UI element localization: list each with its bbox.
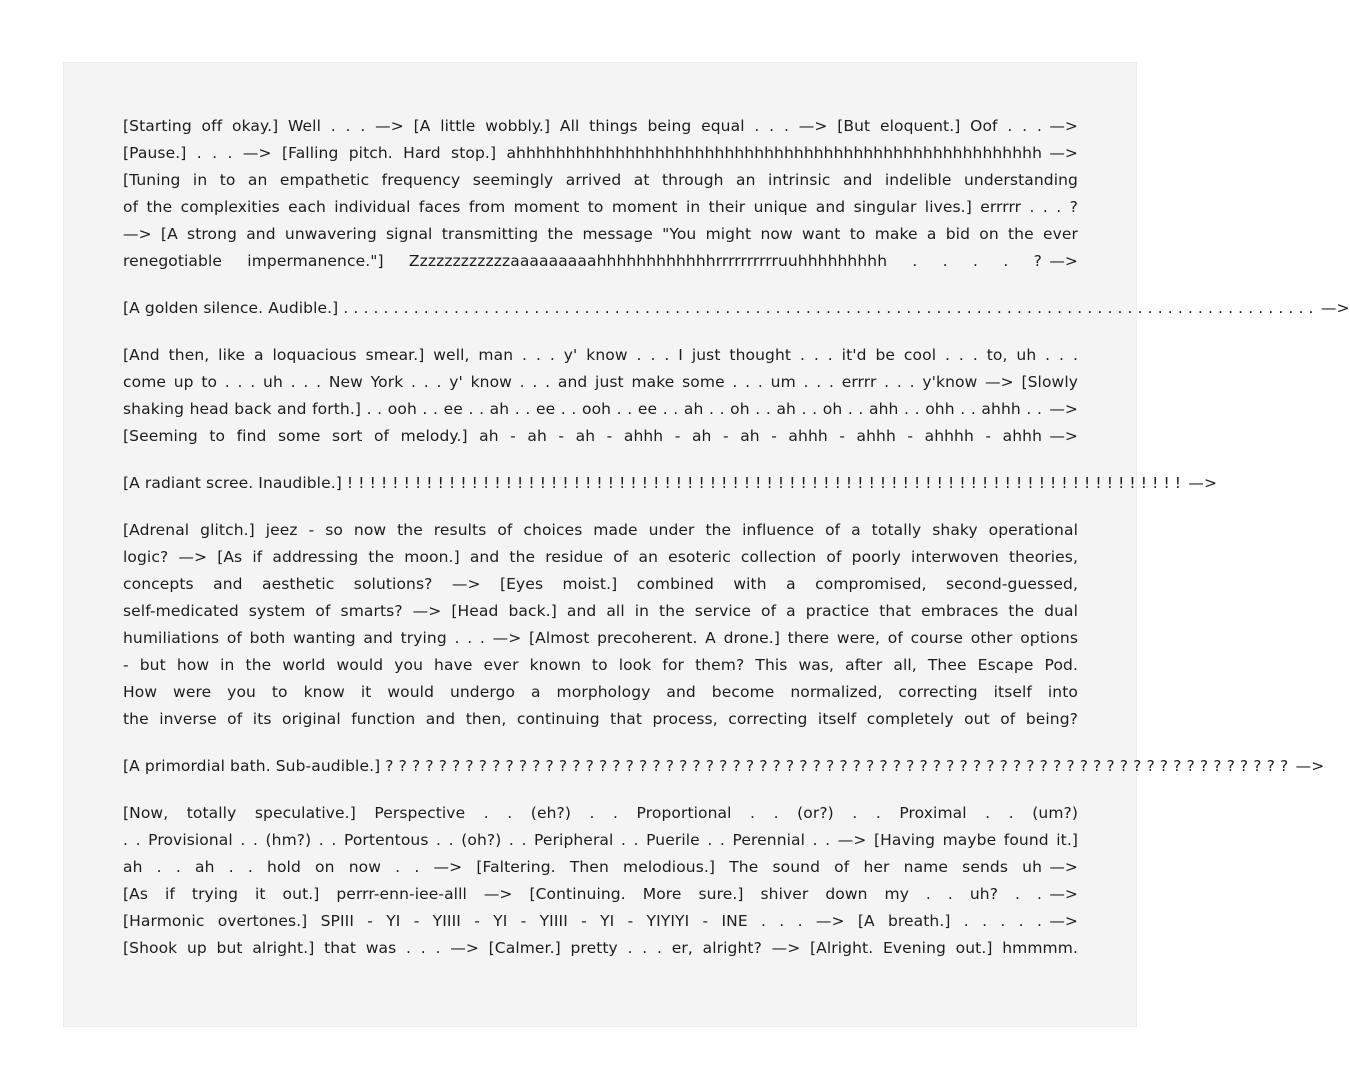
text-line <box>123 800 1078 827</box>
line-text: [As if trying it out.] perrr-enn-iee-alll —> [Continuing. More sure.] shiver down my . . uh? . . <box>123 885 1042 903</box>
arrow-icon: —> <box>1049 427 1078 445</box>
line-text: [A golden silence. Audible.] . . . . . . . . . . . . . . . . . . . . . . . . . . . . . . . . . . . . . . . . . . . . . . . . . . . . . . . . . . . . . . . . . . . . . . . . . . . . . . . . . . . . . . . . . . . . . . . . . <box>123 299 1314 317</box>
line-text: . . Provisional . . (hm?) . . Portentous . . (oh?) . . Peripheral . . Puerile . . Perennial . . —> [Having maybe found it.] <box>123 831 1078 849</box>
text-line <box>123 625 1078 652</box>
text-line <box>123 854 1078 881</box>
text-line <box>123 194 1078 221</box>
text-line <box>123 221 1078 248</box>
text-line <box>123 652 1078 679</box>
line-text: [Seeming to find some sort of melody.] ah - ah - ah - ahhh - ah - ah - ahhh - ahhh - ahhhh - ahhh <box>123 427 1042 445</box>
paragraph <box>123 342 1078 450</box>
handwritten-text-block <box>123 113 1350 962</box>
line-text: [Tuning in to an empathetic frequency seemingly arrived at through an intrinsic and indelible understanding <box>123 171 1078 189</box>
text-line <box>123 113 1078 140</box>
text-line <box>123 423 1078 450</box>
line-text: [Now, totally speculative.] Perspective . . (eh?) . . Proportional . . (or?) . . Proximal . . (um?) <box>123 804 1078 822</box>
line-text: shaking head back and forth.] . . ooh . . ee . . ah . . ee . . ooh . . ee . . ah . . oh . . ah . . oh . . ahh . . ohh . . ahhh . . <box>123 400 1042 418</box>
text-line <box>123 827 1078 854</box>
text-line <box>123 935 1078 962</box>
arrow-icon: —> <box>1295 757 1325 775</box>
text-line <box>123 167 1078 194</box>
text-line <box>123 753 1325 780</box>
paragraph <box>123 517 1078 733</box>
paragraph <box>123 753 1325 780</box>
line-text: humiliations of both wanting and trying . . . —> [Almost precoherent. A drone.] there were, of course other options <box>123 629 1078 647</box>
text-line <box>123 396 1078 423</box>
text-line <box>123 679 1078 706</box>
arrow-icon: —> <box>1049 858 1078 876</box>
text-line <box>123 470 1218 497</box>
arrow-icon: —> <box>1049 885 1078 903</box>
line-text: come up to . . . uh . . . New York . . . y' know . . . and just make some . . . um . . . errrr . . . y'know —> [Slowly <box>123 373 1078 391</box>
arrow-icon: —> <box>1049 912 1078 930</box>
line-text: logic? —> [As if addressing the moon.] and the residue of an esoteric collection of poorly interwoven theories, <box>123 548 1078 566</box>
text-line <box>123 598 1078 625</box>
line-text: How were you to know it would undergo a morphology and become normalized, correcting itself into <box>123 683 1078 701</box>
text-line <box>123 908 1078 935</box>
line-text: the inverse of its original function and then, continuing that process, correcting itself completely out of being? <box>123 710 1078 728</box>
line-text: self-medicated system of smarts? —> [Head back.] and all in the service of a practice that embraces the dual <box>123 602 1078 620</box>
paragraph <box>123 470 1218 497</box>
text-line <box>123 342 1078 369</box>
line-text: ah . . ah . . hold on now . . —> [Faltering. Then melodious.] The sound of her name sends uh <box>123 858 1042 876</box>
line-text: [A radiant scree. Inaudible.] ! ! ! ! ! ! ! ! ! ! ! ! ! ! ! ! ! ! ! ! ! ! ! ! ! ! ! ! ! ! ! ! ! ! ! ! ! ! ! ! ! ! ! ! ! ! ! ! ! ! ! ! ! ! ! ! ! ! ! ! ! ! ! ! ! ! ! ! ! ! ! ! ! ! <box>123 474 1182 492</box>
text-line <box>123 140 1078 167</box>
line-text: - but how in the world would you have ever known to look for them? This was, after all, Thee Escape Pod. <box>123 656 1078 674</box>
text-line <box>123 369 1078 396</box>
line-text: [A primordial bath. Sub-audible.] ? ? ? ? ? ? ? ? ? ? ? ? ? ? ? ? ? ? ? ? ? ? ? ? ? ? ? ? ? ? ? ? ? ? ? ? ? ? ? ? ? ? ? ? ? ? ? ? ? ? ? ? ? ? ? ? ? ? ? ? ? ? ? ? ? ? ? ? <box>123 757 1289 775</box>
paragraph <box>123 113 1078 275</box>
arrow-icon: —> <box>1049 117 1078 135</box>
text-line <box>123 295 1350 322</box>
line-text: [Harmonic overtones.] SPIII - YI - YIIII - YI - YIIII - YI - YIYIYI - INE . . . —> [A breath.] . . . . . <box>123 912 1042 930</box>
text-line <box>123 248 1078 275</box>
paragraph <box>123 800 1078 962</box>
line-text: renegotiable impermanence."] Zzzzzzzzzzzzaaaaaaaaahhhhhhhhhhhhrrrrrrrrrruuhhhhhhhhh . . . . ? <box>123 252 1042 270</box>
text-line <box>123 517 1078 544</box>
line-text: [Pause.] . . . —> [Falling pitch. Hard stop.] ahhhhhhhhhhhhhhhhhhhhhhhhhhhhhhhhhhhhhhhhhhhhhhhhhhhhh <box>123 144 1042 162</box>
line-text: [Starting off okay.] Well . . . —> [A little wobbly.] All things being equal . . . —> [But eloquent.] Oof . . . <box>123 117 1042 135</box>
arrow-icon: —> <box>1049 400 1078 418</box>
text-line <box>123 706 1078 733</box>
line-text: [Shook up but alright.] that was . . . —> [Calmer.] pretty . . . er, alright? —> [Alright. Evening out.] hmmmm. <box>123 939 1078 957</box>
line-text: [And then, like a loquacious smear.] well, man . . . y' know . . . I just thought . . . it'd be cool . . . to, uh . . . <box>123 346 1078 364</box>
arrow-icon: —> <box>1049 252 1078 270</box>
arrow-icon: —> <box>1188 474 1218 492</box>
line-text: of the complexities each individual faces from moment to moment in their unique and singular lives.] errrrr . . . ? <box>123 198 1078 216</box>
line-text: —> [A strong and unwavering signal transmitting the message "You might now want to make a bid on the ever <box>123 225 1078 243</box>
arrow-icon: —> <box>1049 144 1078 162</box>
text-line <box>123 881 1078 908</box>
paragraph <box>123 295 1350 322</box>
line-text: [Adrenal glitch.] jeez - so now the results of choices made under the influence of a totally shaky operational <box>123 521 1078 539</box>
text-line <box>123 544 1078 571</box>
line-text: concepts and aesthetic solutions? —> [Eyes moist.] combined with a compromised, second-guessed, <box>123 575 1078 593</box>
text-line <box>123 571 1078 598</box>
arrow-icon: —> <box>1320 299 1350 317</box>
